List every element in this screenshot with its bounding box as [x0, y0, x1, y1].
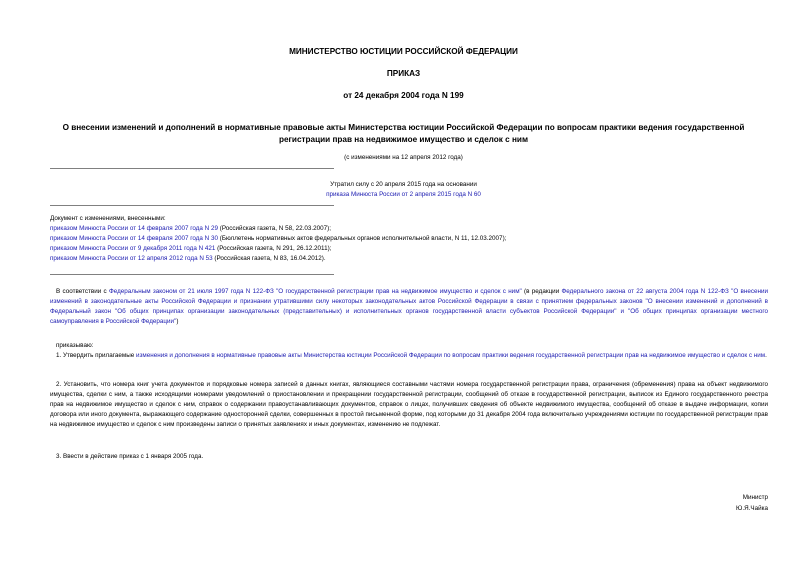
- list-item: [50, 234, 760, 244]
- lost-force-link-wrap: [0, 191, 807, 198]
- item-2-paragraph: 2. Установить, что номера книг учета документов и порядковые номера записей в данных книгах, являющиеся составными частями номера государственной регистрации права, ограничения (обременения) права на объект недвижимого имущества, сделки с ним, а также исходящими номерами уведомлений о приостановлении и прекращении государственной регистрации, сообщений об отказе в государственной регистрации, выписок из Единого государственного реестра прав на недвижимое имущество и сделок с ним, справок о содержании правоустанавливающих документов, справок о лицах, получивших сведения об объекте недвижимого имущества, сообщений об отказе в выдаче информации, копии договора или иного документа, выражающего содержание односторонней сделки, совершенных в простой письменной форме, под которыми до 31 декабря 2004 года включительно учреждениями юстиции по государственной регистрации прав на недвижимое имущество и сделок с ним произведены записи о принятых заявлениях и иных документах, изменению не подлежат.: [50, 381, 768, 428]
- amendments-list: [50, 214, 760, 264]
- approved-changes-link[interactable]: изменения и дополнения в нормативные правовые акты Министерства юстиции Российской Федерации по вопросам практики ведения государственной регистрации прав на недвижимое имущество и сделок с ним: [136, 352, 766, 359]
- divider-line: [50, 168, 334, 169]
- lost-force-text: Утратил силу с 20 апреля 2015 года на основании: [330, 181, 477, 188]
- preamble-paragraph: [50, 287, 768, 327]
- amendment-link[interactable]: приказом Минюста России от 12 апреля 2012 года N 53: [50, 255, 213, 262]
- list-item: [50, 224, 760, 234]
- divider-line: [50, 274, 334, 275]
- document-title: О внесении изменений и дополнений в нормативные правовые акты Министерства юстиции Российской Федерации по вопросам практики ведения государственной регистрации прав на недвижимое имущество и сделок с ним: [62, 123, 745, 144]
- amendment-source: (Бюллетень нормативных актов федеральных органов исполнительной власти, N 11, 12.03.2007);: [217, 235, 507, 242]
- signature-name: Ю.Я.Чайка: [735, 505, 768, 512]
- amendment-source: (Российская газета, N 58, 22.03.2007);: [217, 225, 331, 232]
- divider-line: [50, 205, 334, 206]
- amendment-source: (Российская газета, N 291, 26.12.2011);: [215, 245, 332, 252]
- amendment-source: (Российская газета, N 83, 16.04.2012).: [212, 255, 326, 262]
- amending-law-link[interactable]: Федерального закона от 22 августа 2004 года N 122-ФЗ "О внесении изменений в законодательные акты Российской Федерации и признании утратившими силу некоторых законодательных актов Российской Федерации в связи с принятием федеральных законов "О внесении изменений и дополнений в Федеральный закон "Об общих принципах организации законодательных (представительных) и исполнительных органов государственной власти субъектов Российской Федерации" и "Об общих принципах организации местного самоуправления в Российской Федерации": [50, 288, 768, 325]
- federal-law-link[interactable]: Федеральным законом от 21 июля 1997 года N 122-ФЗ "О государственной регистрации прав на недвижимое имущество и сделок с ним": [108, 288, 522, 295]
- preamble-text: (в редакции: [521, 288, 562, 295]
- changes-note: (с изменениями на 12 апреля 2012 года): [344, 154, 463, 161]
- ministry-heading: МИНИСТЕРСТВО ЮСТИЦИИ РОССИЙСКОЙ ФЕДЕРАЦИИ: [289, 47, 518, 56]
- amendment-link[interactable]: приказом Минюста России от 9 декабря 2011 года N 421: [50, 245, 216, 252]
- item-1-paragraph: [50, 351, 768, 361]
- order-word: приказываю:: [56, 342, 94, 349]
- lost-force-link[interactable]: приказа Минюста России от 2 апреля 2015 года N 60: [326, 191, 481, 198]
- amendments-heading: Документ с изменениями, внесенными:: [50, 215, 166, 222]
- order-date-number: от 24 декабря 2004 года N 199: [343, 91, 464, 100]
- item-1-text: 1. Утвердить прилагаемые: [56, 352, 136, 359]
- order-type-heading: ПРИКАЗ: [386, 69, 421, 78]
- item-1-text: .: [765, 352, 767, 359]
- list-item: [50, 244, 760, 254]
- preamble-text: В соответствии с: [56, 288, 109, 295]
- list-item: [50, 254, 760, 264]
- amendment-link[interactable]: приказом Минюста России от 14 февраля 2007 года N 30: [50, 235, 218, 242]
- preamble-text: ): [176, 318, 179, 325]
- amendment-link[interactable]: приказом Минюста России от 14 февраля 2007 года N 29: [50, 225, 218, 232]
- signature-position: Министр: [742, 494, 768, 501]
- item-3-paragraph: 3. Ввести в действие приказ с 1 января 2005 года.: [56, 453, 204, 460]
